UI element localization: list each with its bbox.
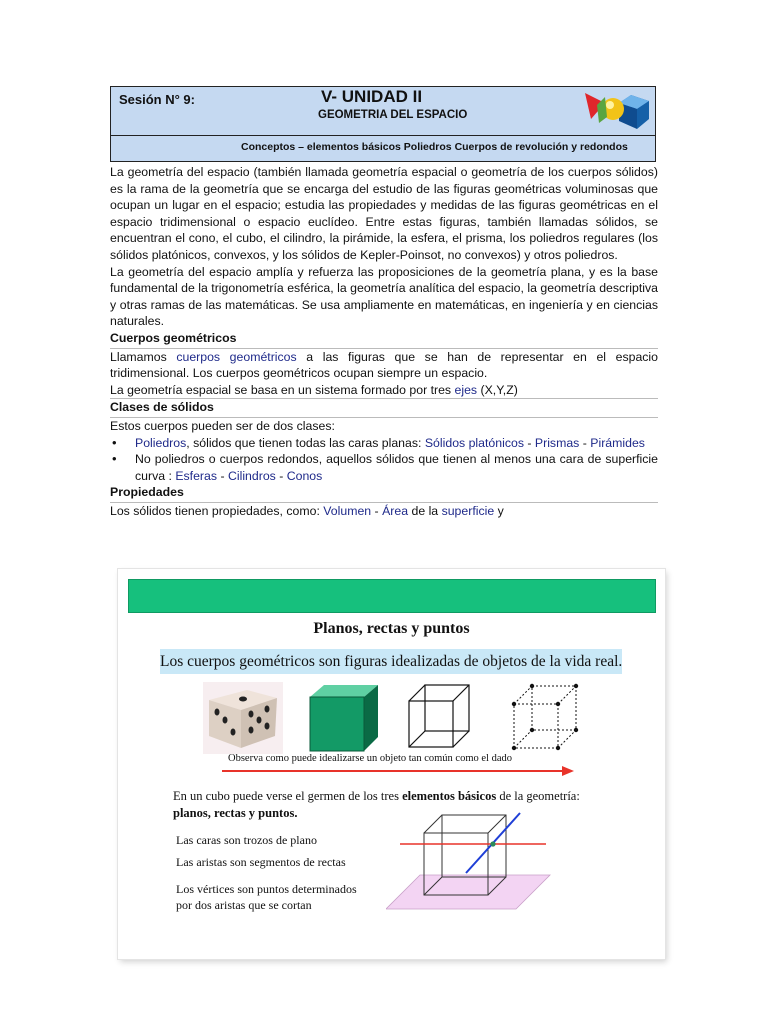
idealization-caption: Observa como puede idealizarse un objeto tan común como el dado [228,753,512,764]
link-superficie[interactable]: superficie [441,503,495,518]
heading-clases: Clases de sólidos [110,399,658,418]
figure-title: Planos, rectas y puntos [313,620,470,637]
propiedades-line [110,503,658,520]
separator: - [371,503,383,518]
text: La geometría espacial se basa en un sistema formado por tres [110,382,455,397]
link-volumen[interactable]: Volumen [323,503,372,518]
separator: - [579,435,591,450]
text: Los sólidos tienen propiedades, como: [110,503,324,518]
link-solidos-platonicos[interactable]: Sólidos platónicos [424,435,524,450]
intro-text: ) es la rama de la geometría que se encarga del estudio de las figuras geométricas voluminosas que ocupan un lugar en el espacio; estudia las propiedades y medidas de las figuras geométricas en el espacio tridimensional o espacio euclídeo. Entre estas figuras, también llamadas sólidos, se encuentran el cono, el cubo, el cilindro, la pirámide, la esfera, el prisma, los poliedros regulares (los sólidos platónicos, convexos, y los sólidos de Kepler-Poinsot, no convexos) y otros poliedros. [110,165,658,262]
separator: - [275,468,287,483]
germen-line-2: planos, rectas y puntos. [173,806,298,820]
ejes-line [110,382,658,400]
link-cilindros[interactable]: Cilindros [227,468,276,483]
session-header [110,86,656,162]
intro-text: o [456,165,472,179]
unit-subtitle: GEOMETRIA DEL ESPACIO [318,109,468,121]
text: , sólidos que tienen todas las caras planas: [186,435,425,450]
intro-paragraph-2: La geometría del espacio amplía y refuerza las proposiciones de la geometría plana, y es la base fundamental de la trigonometría esférica, la geometría analítica del espacio, la geometría descriptiva y otras ramas de las matemáticas. Se usa ampliamente en matemáticas, en ingeniería y en ciencias naturales. [110,264,658,329]
figure-banner: Los cuerpos geométricos son figuras idealizadas de objetos de la vida real. [160,649,622,674]
vertices-label-2: por dos aristas que se cortan [176,898,312,912]
text: y [494,503,504,518]
heading-propiedades: Propiedades [110,484,658,503]
vertex-cube-image [510,682,582,754]
text: a las figuras que se han de representar en el espacio tridimensional. Los cuerpos geométricos ocupan siempre un espacio. [110,349,658,381]
cube-plane-line-diagram [386,809,558,921]
bold-term: elementos básicos [402,789,497,803]
figure-header-bar [128,579,656,613]
text: de la [408,503,442,518]
text: de la geometría: [496,789,580,803]
session-number: Sesión N° 9: [119,92,195,107]
link-area[interactable]: Área [382,503,409,518]
document-body [110,164,658,519]
link-poliedros[interactable]: Poliedros [135,435,187,450]
link-conos[interactable]: Conos [286,468,323,483]
header-divider [111,135,655,136]
dice-image [203,682,283,754]
text: (X,Y,Z) [477,382,518,397]
text: En un cubo puede verse el germen de los tres [173,789,403,803]
wireframe-cube-image [405,681,475,751]
separator: - [217,468,228,483]
text: No poliedros o cuerpos redondos, aquellos sólidos que tienen al menos una cara de superficie curva : [135,452,658,483]
caras-label: Las caras son trozos de plano [176,833,317,847]
unit-title: V- UNIDAD II [321,87,423,106]
intro-term-espacial: geometría espacial [352,165,457,179]
germen-line-1 [173,789,580,804]
link-prismas[interactable]: Prismas [534,435,580,450]
link-ejes[interactable]: ejes [454,382,478,397]
concepts-line: Conceptos – elementos básicos Poliedros Cuerpos de revolución y redondos [241,141,628,153]
intro-paragraph-1 [110,164,658,264]
figure-planos-rectas-puntos [118,569,665,959]
solid-cube-image [308,683,380,753]
link-piramides[interactable]: Pirámides [590,435,645,450]
list-item-poliedros [110,435,658,452]
link-cuerpos-geometricos[interactable]: cuerpos geométricos [176,349,297,364]
arrow-icon [222,765,574,777]
intro-term-solidos: geometría de los cuerpos sólidos [471,165,654,179]
aristas-label: Las aristas son segmentos de rectas [176,855,346,869]
separator: - [523,435,535,450]
geometric-shapes-icon [583,89,653,135]
text: Llamamos [110,349,177,364]
clases-intro: Estos cuerpos pueden ser de dos clases: [110,418,335,433]
link-esferas[interactable]: Esferas [175,468,218,483]
clases-list [110,435,658,485]
intro-text: La geometría del espacio (también llamada [110,165,353,179]
vertices-label-1: Los vértices son puntos determinados [176,882,357,896]
heading-cuerpos: Cuerpos geométricos [110,330,658,349]
cuerpos-paragraph [110,349,658,382]
list-item-no-poliedros [110,451,658,484]
